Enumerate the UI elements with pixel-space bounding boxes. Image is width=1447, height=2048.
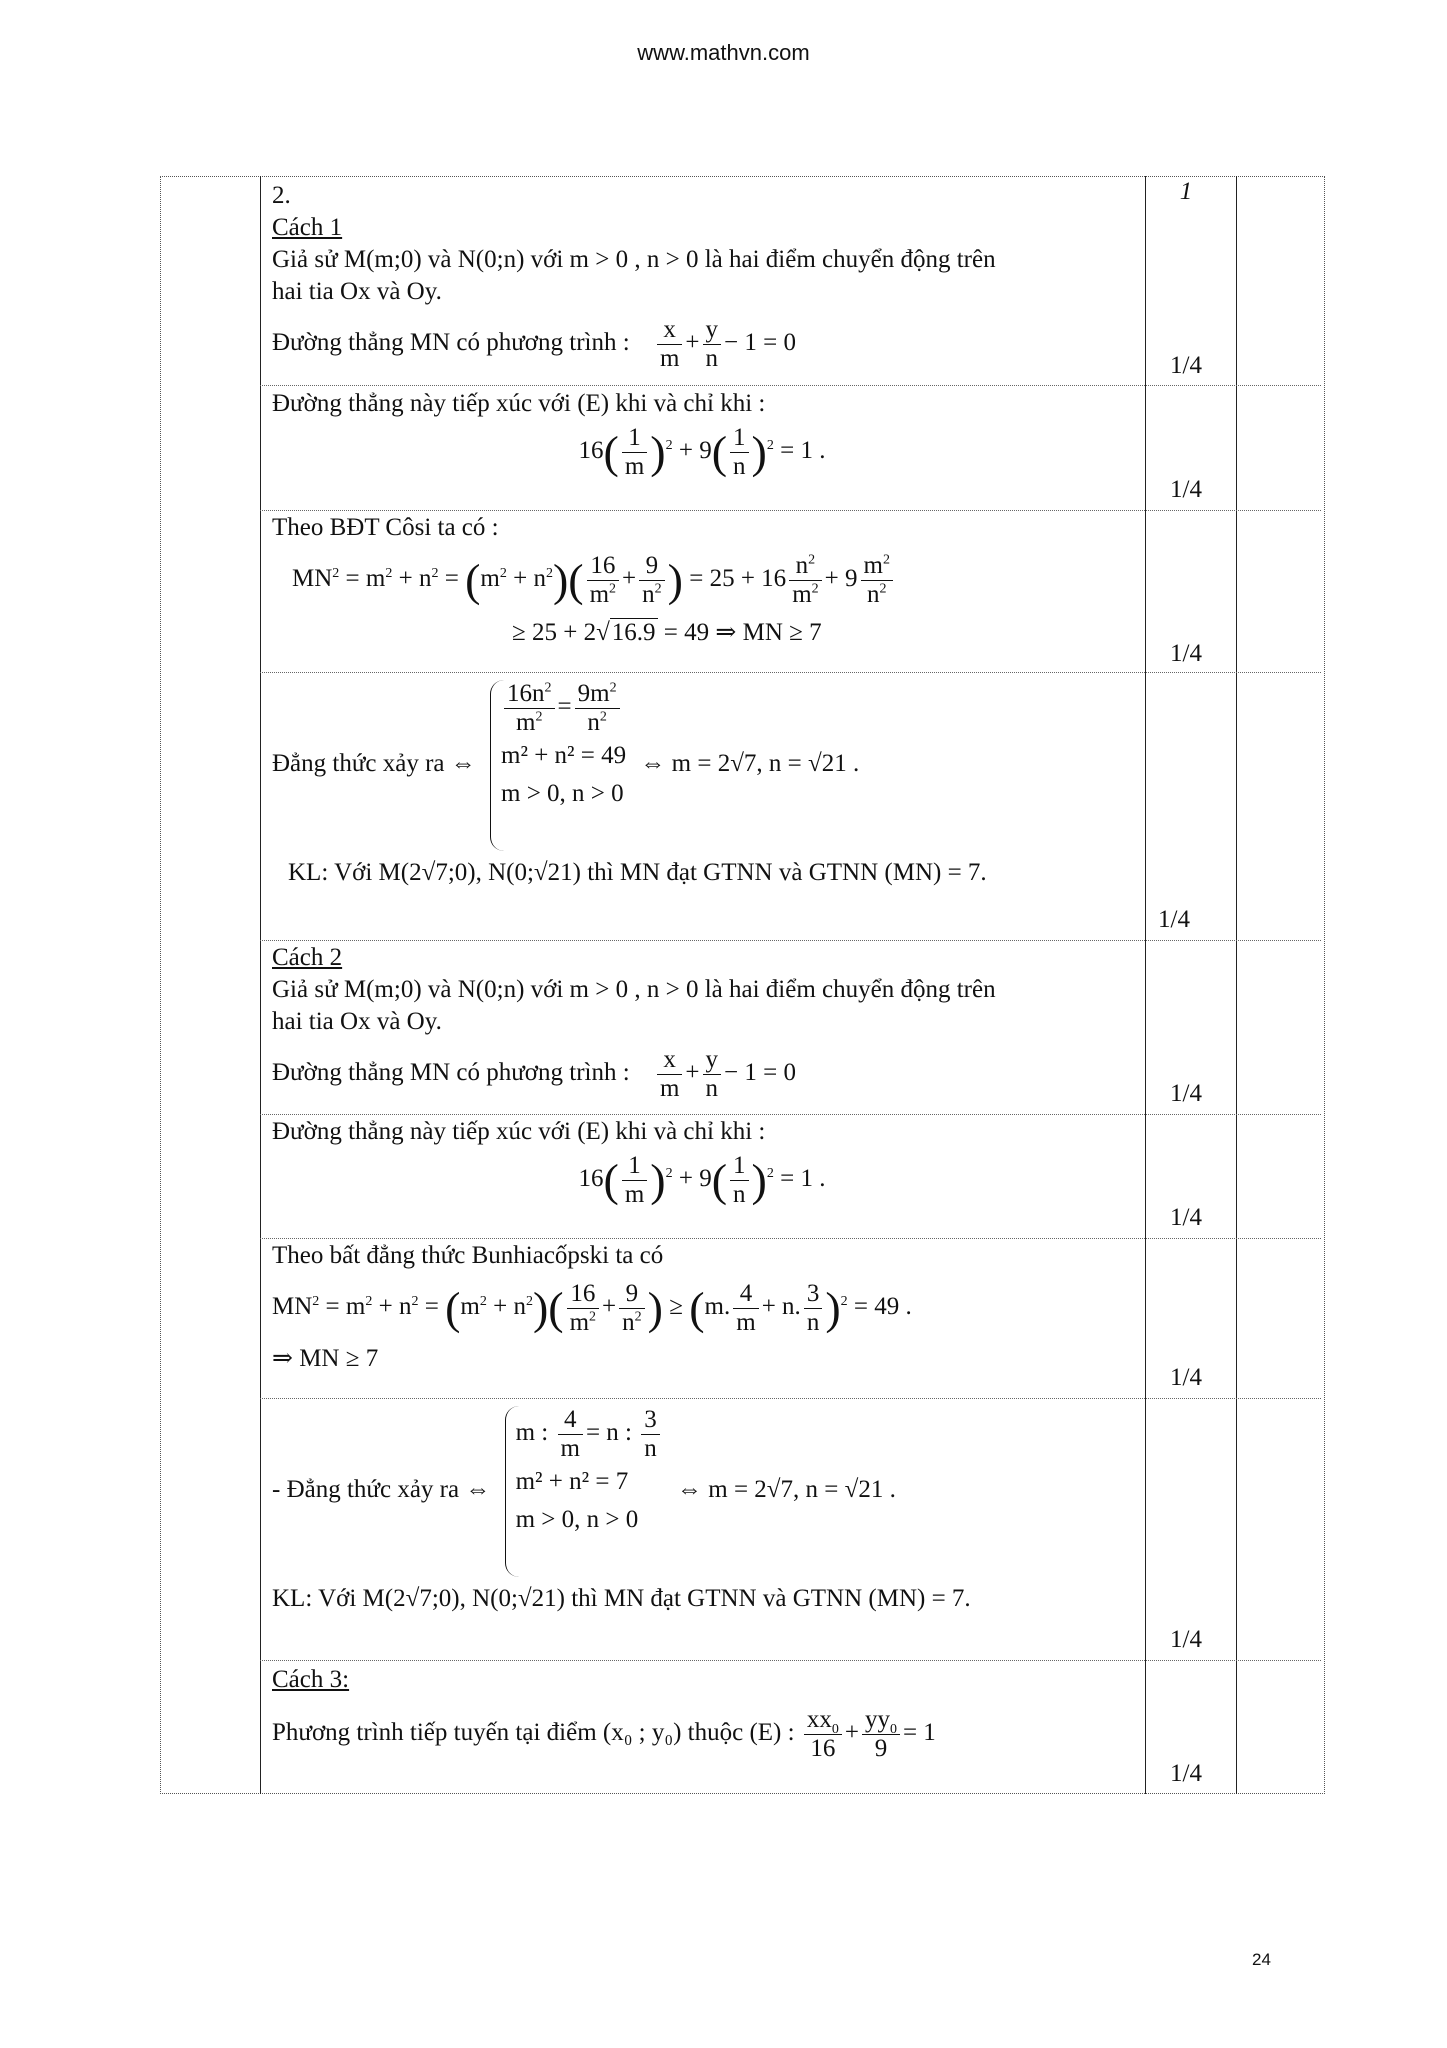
row-divider	[260, 385, 1321, 386]
score: 1/4	[1170, 1080, 1202, 1107]
tangent-equation: 16( $\frac{1}{m}$ )$^2$ + 9( $\frac{1}{n}$ )$^2$ = 1 .	[578, 424, 826, 480]
part-number: 2.	[272, 182, 291, 209]
column-divider	[260, 176, 261, 1794]
method1-equality: Đẳng thức xảy ra ⇔ $\frac{16n^2}{m^2}$ = $\frac{9m^2}{n^2}$ m² + n² = 49 m > 0, n > 0 ⇔ m = 2√7, n = √21 . KL: Với M(2√7;0), N(0;√21) thì MN đạt GTNN và GTNN (MN) = 7.	[272, 676, 1132, 889]
row-divider	[260, 672, 1321, 673]
row-divider	[260, 940, 1321, 941]
score: 1/4	[1158, 906, 1190, 933]
method1-line-equation: Đường thẳng MN có phương trình : $\frac{x}{m}$ + $\frac{y}{n}$ − 1 = 0	[272, 316, 796, 372]
score: 1/4	[1170, 1204, 1202, 1231]
score: 1/4	[1170, 1626, 1202, 1653]
row-divider	[260, 510, 1321, 511]
method2-bunhiacopski: Theo bất đẳng thức Bunhiacốpski ta có $MN^2 = m^2 + n^2 = (m^2 + n^2)$( $\frac{16}{m^2}$ + $\frac{9}{n^2}$ ) ≥ (m. $\frac{4}{m}$ + n. $\frac{3}{n}$ )$^2$ = 49 . ⇒ MN ≥ 7	[272, 1240, 1132, 1375]
score: 1/4	[1170, 476, 1202, 503]
method1-conclusion: KL: Với M(2√7;0), N(0;√21) thì MN đạt GTNN và GTNN (MN) = 7.	[288, 859, 987, 886]
bunhiacopski-equation: $MN^2 = m^2 + n^2 = (m^2 + n^2)$( $\frac{16}{m^2}$ + $\frac{9}{n^2}$ ) ≥ (m. $\frac{4}{m}$ + n. $\frac{3}{n}$ )$^2$ = 49 .	[272, 1280, 912, 1336]
method2-conclusion: KL: Với M(2√7;0), N(0;√21) thì MN đạt GTNN và GTNN (MN) = 7.	[272, 1585, 971, 1612]
method1-cosi: Theo BĐT Côsi ta có : $MN^2 = m^2 + n^2 = (m^2 + n^2)$( $\frac{16}{m^2}$ + $\frac{9}{n^2}$ ) = 25 + 16 $\frac{n^2}{m^2}$ + 9 $\frac{m^2}{n^2}$ ≥ 25 + 2√16.9 = 49 ⇒ MN ≥ 7	[272, 512, 1132, 649]
cosi-equation: $MN^2 = m^2 + n^2 = (m^2 + n^2)$( $\frac{16}{m^2}$ + $\frac{9}{n^2}$ ) = 25 + 16 $\frac{n^2}{m^2}$ + 9 $\frac{m^2}{n^2}$	[292, 552, 1132, 609]
score: 1/4	[1170, 1364, 1202, 1391]
page-number: 24	[1252, 1950, 1271, 1969]
method1-tangent-condition: Đường thẳng này tiếp xúc với (E) khi và chỉ khi : 16( $\frac{1}{m}$ )$^2$ + 9( $\frac{1}{n}$ )$^2$ = 1 .	[272, 388, 1132, 481]
column-divider	[1236, 176, 1237, 1794]
total-score: 1	[1179, 178, 1193, 205]
score: 1/4	[1170, 352, 1202, 379]
equality-system: $\frac{16n^2}{m^2}$ = $\frac{9m^2}{n^2}$ m² + n² = 49 m > 0, n > 0	[490, 680, 626, 851]
method2-tangent-condition: Đường thẳng này tiếp xúc với (E) khi và chỉ khi : 16( $\frac{1}{m}$ )$^2$ + 9( $\frac{1}{n}$ )$^2$ = 1 .	[272, 1118, 826, 1208]
site-header[interactable]: www.mathvn.com	[637, 40, 810, 65]
column-divider	[1145, 176, 1146, 1794]
score: 1/4	[1170, 640, 1202, 667]
row-divider	[260, 1114, 1321, 1115]
method1-assumption: Giả sử M(m;0) và N(0;n) với m > 0 , n > 0 là hai điểm chuyển động trên	[272, 246, 996, 273]
score: 1/4	[1170, 1760, 1202, 1787]
method2-intro: Cách 2 Giả sử M(m;0) và N(0;n) với m > 0 , n > 0 là hai điểm chuyển động trên hai tia Ox và Oy. Đường thẳng MN có phương trình : $\frac{x}{m}$ + $\frac{y}{n}$ − 1 = 0	[272, 942, 1132, 1103]
equality-system: m : $\frac{4}{m}$ = n : $\frac{3}{n}$ m² + n² = 7 m > 0, n > 0	[505, 1406, 663, 1577]
method3-tangent-equation: Phương trình tiếp tuyến tại điểm (x₀ ; y₀) thuộc (E) : $\frac{xx_0}{16}$ + $\frac{yy_0}{9}$ = 1	[272, 1706, 936, 1762]
cosi-inequality: ≥ 25 + 2√16.9 = 49 ⇒ MN ≥ 7	[512, 619, 822, 646]
row-divider	[260, 1398, 1321, 1399]
row-divider	[260, 1660, 1321, 1661]
row-divider	[260, 1238, 1321, 1239]
method1-title: Cách 1	[272, 214, 343, 241]
method2-equality: - Đẳng thức xảy ra ⇔ m : $\frac{4}{m}$ = n : $\frac{3}{n}$ m² + n² = 7 m > 0, n > 0 ⇔ m = 2√7, n = √21 . KL: Với M(2√7;0), N(0;√21) thì MN đạt GTNN và GTNN (MN) = 7.	[272, 1402, 1132, 1615]
method3-intro: Cách 3: Phương trình tiếp tuyến tại điểm (x₀ ; y₀) thuộc (E) : $\frac{xx_0}{16}$ + $\frac{yy_0}{9}$ = 1	[272, 1664, 1132, 1763]
method1-intro	[272, 180, 1132, 373]
method2-line-equation: Đường thẳng MN có phương trình : $\frac{x}{m}$ + $\frac{y}{n}$ − 1 = 0	[272, 1046, 796, 1102]
method1-assumption-2: hai tia Ox và Oy.	[272, 278, 442, 305]
